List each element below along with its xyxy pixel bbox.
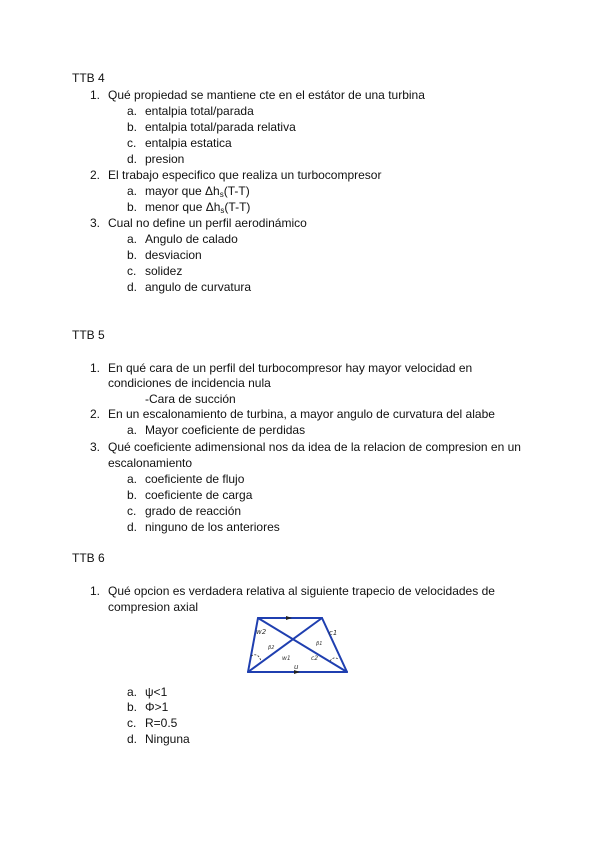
angle-arc-beta1 (330, 658, 338, 661)
label-u: u (294, 663, 299, 671)
option-text: entalpia estatica (145, 136, 232, 150)
option-letter: d. (127, 520, 138, 534)
option-text: Mayor coeficiente de perdidas (145, 423, 306, 437)
question-text: Qué opcion es verdadera relativa al siguiente trapecio de velocidades de (108, 584, 495, 598)
option-text: Ninguna (145, 732, 190, 746)
option-text: ninguno de los anteriores (145, 520, 280, 534)
question-number: 3. (90, 216, 101, 230)
question-text-continued: condiciones de incidencia nula (108, 376, 271, 390)
option-letter: a. (127, 104, 138, 118)
option-letter: b. (127, 488, 138, 502)
option-letter: a. (127, 184, 138, 198)
question-text: En un escalonamiento de turbina, a mayor angulo de curvatura del alabe (108, 407, 495, 421)
option-letter: a. (127, 685, 138, 699)
option-letter: b. (127, 700, 138, 714)
question-text: Cual no define un perfil aerodinámico (108, 216, 307, 230)
option-letter: c. (127, 504, 137, 518)
option-text: R=0.5 (145, 716, 178, 730)
option-text: coeficiente de carga (145, 488, 253, 502)
option-letter: c. (127, 716, 137, 730)
question-number: 1. (90, 584, 101, 598)
option-text: menor que $\Delta h_s(T-T)$ (145, 200, 251, 215)
option-letter: b. (127, 120, 138, 134)
label-beta2: β2 (268, 645, 275, 651)
option-text: ψ<1 (145, 685, 168, 699)
option-letter: c. (127, 136, 137, 150)
label-c2: c2 (311, 655, 319, 662)
section-heading-ttb4: TTB 4 (72, 71, 105, 85)
option-text: Φ>1 (145, 700, 169, 714)
section-heading-ttb6: TTB 6 (72, 551, 105, 565)
option-text: mayor que $\Delta h_s(T-T)$ (145, 184, 250, 199)
angle-arc-beta2 (251, 655, 261, 661)
option-text: coeficiente de flujo (145, 472, 245, 486)
question-number: 2. (90, 407, 101, 421)
question-text: El trabajo especifico que realiza un turbocompresor (108, 168, 382, 182)
label-beta1: β1 (316, 641, 323, 647)
option-text: entalpia total/parada (145, 104, 254, 118)
option-text: Angulo de calado (145, 232, 238, 246)
question-text-continued: escalonamiento (108, 456, 193, 470)
label-c1: c1 (329, 629, 338, 637)
question-text-continued: compresion axial (108, 600, 199, 614)
option-letter: b. (127, 200, 138, 214)
option-text: desviacion (145, 248, 202, 262)
question-number: 3. (90, 440, 101, 454)
option-text: presion (145, 152, 185, 166)
option-text: grado de reacción (145, 504, 242, 518)
question-number: 2. (90, 168, 101, 182)
question-text: En qué cara de un perfil del turbocompresor hay mayor velocidad en (108, 361, 473, 375)
option-letter: c. (127, 264, 137, 278)
question-text: Qué coeficiente adimensional nos da idea de la relacion de compresion en un (108, 440, 521, 454)
option-letter: a. (127, 232, 138, 246)
option-letter: d. (127, 280, 138, 294)
velocity-trapezoid-diagram (246, 616, 350, 678)
label-w2: w2 (256, 628, 267, 636)
diagonal-w1 (248, 618, 322, 672)
label-w1: w1 (282, 655, 291, 662)
option-text: entalpia total/parada relativa (145, 120, 296, 134)
option-letter: a. (127, 423, 138, 437)
option-letter: d. (127, 152, 138, 166)
question-number: 1. (90, 361, 101, 375)
question-text: Qué propiedad se mantiene cte en el estátor de una turbina (108, 88, 425, 102)
option-letter: a. (127, 472, 138, 486)
left-edge (248, 618, 258, 672)
option-letter: b. (127, 248, 138, 262)
section-heading-ttb5: TTB 5 (72, 328, 105, 342)
option-text: solidez (145, 264, 183, 278)
option-letter: d. (127, 732, 138, 746)
arrow-head-icon (286, 616, 292, 620)
question-number: 1. (90, 88, 101, 102)
answer-text: -Cara de succión (145, 392, 236, 406)
option-text: angulo de curvatura (145, 280, 252, 294)
